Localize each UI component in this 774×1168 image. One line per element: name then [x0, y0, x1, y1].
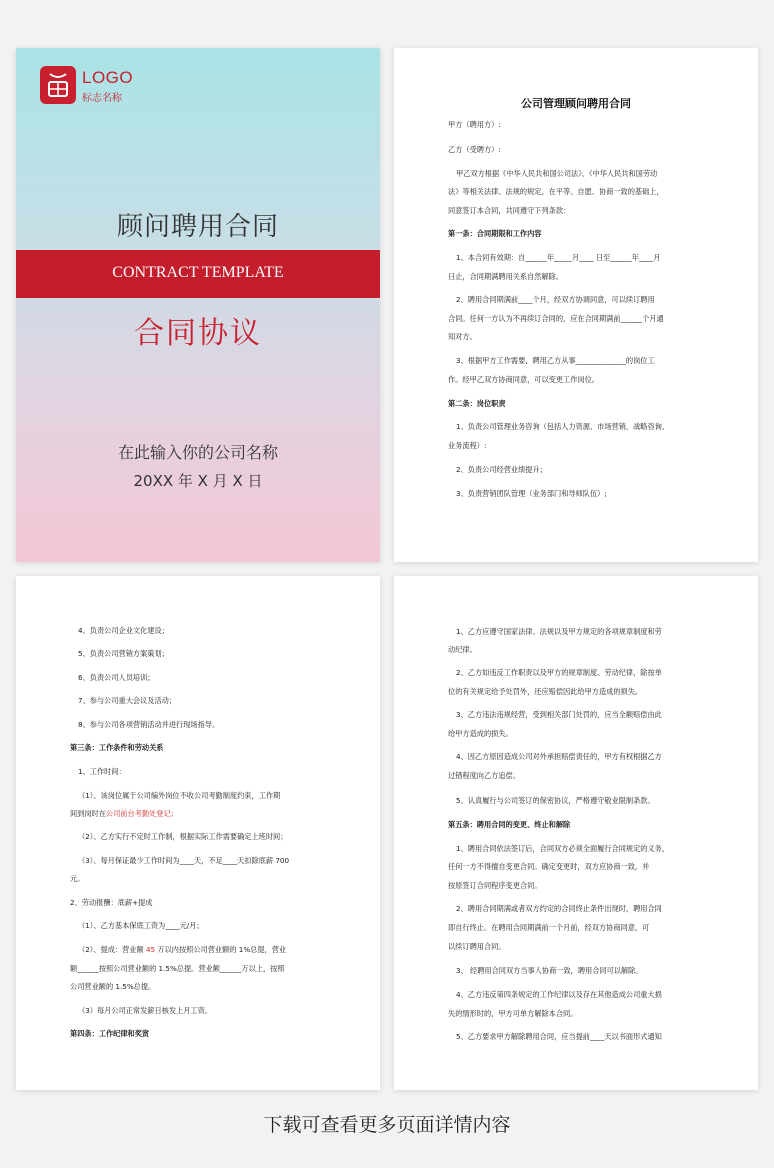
document-title: 公司管理顾问聘用合同	[521, 97, 631, 110]
logo-text: LOGO	[82, 68, 134, 87]
text-line: 5、认真履行与公司签订的保密协议，严格遵守敬业限制条款。	[456, 796, 655, 805]
text-line: 日止，合同期满聘用关系自然解除。	[448, 272, 564, 281]
text-line: 4、乙方违反第四条规定的工作纪律以及存在其他造成公司重大损	[456, 990, 662, 999]
text-line: 失的情形时的，甲方可单方解除本合同。	[448, 1009, 578, 1018]
text-line: （3）每月公司正常发薪日核发上月工资。	[78, 1006, 212, 1015]
section-heading: 第四条：工作纪律和奖赏	[70, 1029, 150, 1038]
cover-date: 20XX 年 X 月 X 日	[133, 472, 263, 490]
section-heading: 第二条：岗位职责	[448, 399, 506, 408]
text-line: 知对方。	[448, 332, 477, 341]
text-line: （3）、每月保证最少工作时间为____天，不足____天扣除底薪 700	[78, 856, 290, 865]
text-line: 1、乙方应遵守国家法律、法规以及甲方规定的各项规章制度和劳	[456, 627, 662, 636]
text-line: 6、负责公司人员培训；	[78, 673, 155, 682]
text-line: 7、参与公司重大会议及活动；	[78, 696, 177, 705]
text-line: 4、负责公司企业文化建设；	[78, 626, 169, 635]
text-line: 2、乙方如违反工作职责以及甲方的规章制度、劳动纪律，除按单	[456, 668, 662, 677]
footer-caption: 下载可查看更多页面详情内容	[263, 1114, 511, 1136]
text-line: 3、根据甲方工作需要，聘用乙方从事______________的岗位工	[456, 356, 655, 365]
text-line: 1、工作时间：	[78, 767, 126, 776]
text-line: 位的有关规定给予处罚外，还应赔偿因此给甲方造成的损失。	[448, 687, 643, 696]
contract-page-1	[394, 48, 758, 562]
text-line: 按原签订合同程序变更合同。	[448, 881, 542, 890]
text-line: 3、负责营销团队管理（业务部门和导师队伍）;	[456, 489, 607, 498]
text-line: （1）、该岗位属于公司编外岗位不收公司考勤制度约束，工作期	[78, 791, 281, 800]
text-line: 间到岗时在公司前台考勤处登记；	[70, 809, 178, 818]
text-line: 合同。任何一方认为不再续订合同的，应在合同期满前______个月通	[448, 314, 664, 323]
text-line: （2）、提成：营业额 45 万以内按照公司营业额的 1%总提，营业	[78, 945, 287, 954]
section-heading: 第五条：聘用合同的变更、终止和解除	[448, 820, 571, 829]
logo-subtitle: 标志名称	[82, 93, 122, 104]
text-line: 以续订聘用合同。	[448, 942, 506, 951]
cover-title: 顾问聘用合同	[116, 212, 279, 242]
text-line: 公司营业额的 1.5%总提。	[70, 982, 156, 991]
text-line: 2、聘用合同期满或者双方约定的合同终止条件出现时，聘用合同	[456, 904, 662, 913]
contract-page-3	[394, 576, 758, 1090]
text-line: 即自行终止。在聘用合同期满前一个月前，经双方协商同意，可	[448, 923, 650, 932]
text-line: 1、聘用合同依法签订后，合同双方必须全面履行合同规定的义务，	[456, 844, 670, 853]
text-line: 作。经甲乙双方协商同意，可以变更工作岗位。	[448, 375, 599, 384]
text-line: 2、负责公司经营业绩提升；	[456, 465, 547, 474]
text-line: 业务流程）:	[448, 441, 487, 450]
text-line: 5、乙方要求甲方解除聘用合同，应当提前____天以书面形式通知	[456, 1032, 662, 1041]
section-heading: 第一条：合同期限和工作内容	[448, 229, 542, 238]
text-line: 任何一方不得擅自变更合同。确定变更时，双方应协商一致，并	[448, 862, 650, 871]
text-line: 5、负责公司营销方案策划；	[78, 649, 169, 658]
text-line: 法》等相关法律、法规的规定，在平等、自愿、协商一致的基础上，	[448, 187, 664, 196]
logo-icon	[40, 66, 76, 104]
text-line: 3、 经聘用合同双方当事人协商一致，聘用合同可以解除。	[456, 966, 643, 975]
text-line: 2、劳动报酬：底薪+提成	[70, 898, 153, 907]
section-heading: 第三条：工作条件和劳动关系	[70, 743, 164, 752]
text-line: 过错程度向乙方追偿。	[448, 771, 520, 780]
text-line: 额______按照公司营业额的 1.5%总提。营业额______万以上，按照	[70, 964, 285, 973]
party-b-line: 乙方（受聘方）:	[448, 145, 501, 154]
text-line: 1、本合同有效期：自______年_____月____ 日至______年____月	[456, 253, 661, 262]
text-line: 甲乙双方根据《中华人民共和国公司法》、《中华人民共和国劳动	[456, 169, 658, 178]
party-a-line: 甲方（聘用方）:	[448, 120, 501, 129]
text-line: 给甲方造成的损失。	[448, 729, 513, 738]
text-line: （2）、乙方实行不定时工作制，根据实际工作需要确定上班时间；	[78, 832, 288, 841]
text-line: 动纪律。	[448, 645, 477, 654]
title-band	[16, 250, 380, 298]
text-line: 4、因乙方原因造成公司对外承担赔偿责任的，甲方有权根据乙方	[456, 752, 662, 761]
band-text: CONTRACT TEMPLATE	[112, 264, 284, 281]
text-line: 3、乙方违法违规经营，受到相关部门处罚的，应当全额赔偿由此	[456, 710, 662, 719]
text-line: （1）、乙方基本保底工资为____元/月；	[78, 921, 204, 930]
text-line: 1、负责公司管理业务咨询（包括人力资源、市场营销、战略咨询、	[456, 422, 670, 431]
text-line: 元。	[70, 874, 85, 883]
cover-subtitle: 合同协议	[134, 316, 262, 351]
contract-page-2	[16, 576, 380, 1090]
company-name: 在此输入你的公司名称	[117, 443, 278, 462]
cover-page	[16, 48, 380, 562]
text-line: 8、参与公司各项营销活动并进行现场指导。	[78, 720, 220, 729]
text-line: 2、聘用合同期满前____个月，经双方协调同意，可以续订聘用	[456, 295, 655, 304]
text-line: 同意签订本合同，共同遵守下列条款：	[448, 206, 571, 215]
